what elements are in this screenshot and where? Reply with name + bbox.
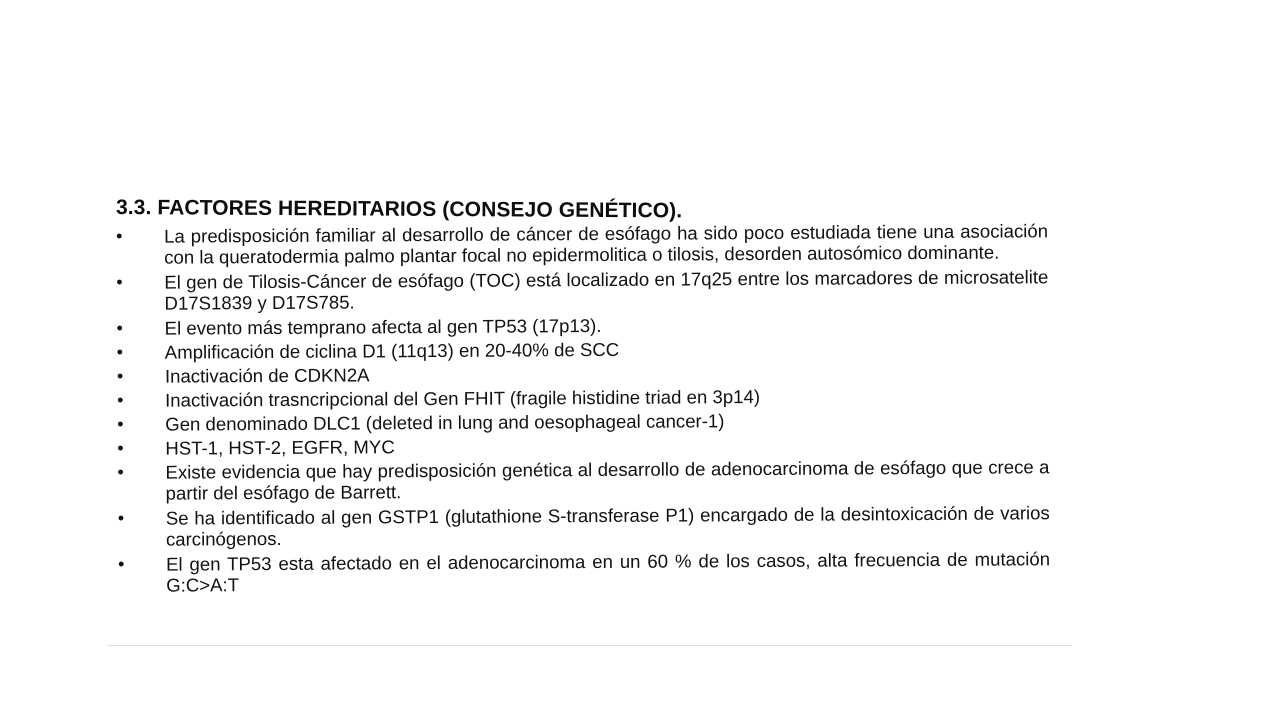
list-item: [110, 548, 1050, 596]
list-item-text: El evento más temprano afecta al gen TP53 (17p13).: [164, 314, 602, 339]
list-item: [108, 266, 1048, 314]
section-heading: 3.3. FACTORES HEREDITARIOS (CONSEJO GENÉTICO).: [115, 196, 683, 223]
bullet-dot: •: [115, 225, 123, 246]
list-item: [109, 384, 1049, 411]
list-item-text: Se ha identificado al gen GSTP1 (glutathione S-transferase P1) encargado de la desintoxicación de varios carcinógenos.: [165, 502, 1050, 550]
bullet-dot: •: [117, 389, 124, 410]
list-item-text: Gen denominado DLC1 (deleted in lung and oesophageal cancer-1): [165, 410, 725, 435]
list-item-text: Inactivación trasncripcional del Gen FHIT (fragile histidine triad en 3p14): [165, 386, 761, 411]
list-item-text: El gen TP53 esta afectado en el adenocarcinoma en un 60 % de los casos, alta frecuencia de mutación G:C>A:T: [166, 548, 1051, 596]
list-item: [109, 456, 1049, 504]
bullet-dot: •: [117, 461, 124, 482]
list-item-text: HST-1, HST-2, EGFR, MYC: [165, 436, 395, 459]
list-item-text: La predisposición familiar al desarrollo de cáncer de esófago ha sido poco estudiada tiene una asociación con la queratodermia palmo plantar focal no epidermolitica o tilosis, desorden autosómico dominante.: [163, 220, 1049, 268]
bullet-dot: •: [116, 317, 123, 338]
list-item-text: Inactivación de CDKN2A: [164, 364, 370, 387]
bullet-dot: •: [118, 553, 125, 574]
list-item-text: El gen de Tilosis-Cáncer de esófago (TOC) está localizado en 17q25 entre los marcadores de microsatelite D17S1839 y D17S785.: [164, 266, 1049, 314]
bullet-list: [108, 220, 1050, 600]
list-item: [108, 220, 1048, 268]
list-item: [109, 432, 1049, 459]
list-item-text: Amplificación de ciclina D1 (11q13) en 20-40% de SCC: [164, 338, 620, 363]
list-item: [109, 312, 1049, 339]
scanned-document: [108, 186, 1072, 646]
list-item: [109, 408, 1049, 435]
list-item-text: Existe evidencia que hay predisposición genética al desarrollo de adenocarcinoma de esófago que crece a partir del esófago de Barrett.: [165, 456, 1050, 504]
bullet-dot: •: [117, 413, 124, 434]
bullet-dot: •: [117, 437, 124, 458]
bullet-dot: •: [116, 271, 123, 292]
bullet-dot: •: [116, 365, 124, 386]
list-item: [109, 360, 1049, 387]
list-item: [109, 336, 1049, 363]
bullet-dot: •: [117, 507, 125, 528]
list-item: [110, 502, 1050, 550]
bullet-dot: •: [116, 341, 124, 362]
